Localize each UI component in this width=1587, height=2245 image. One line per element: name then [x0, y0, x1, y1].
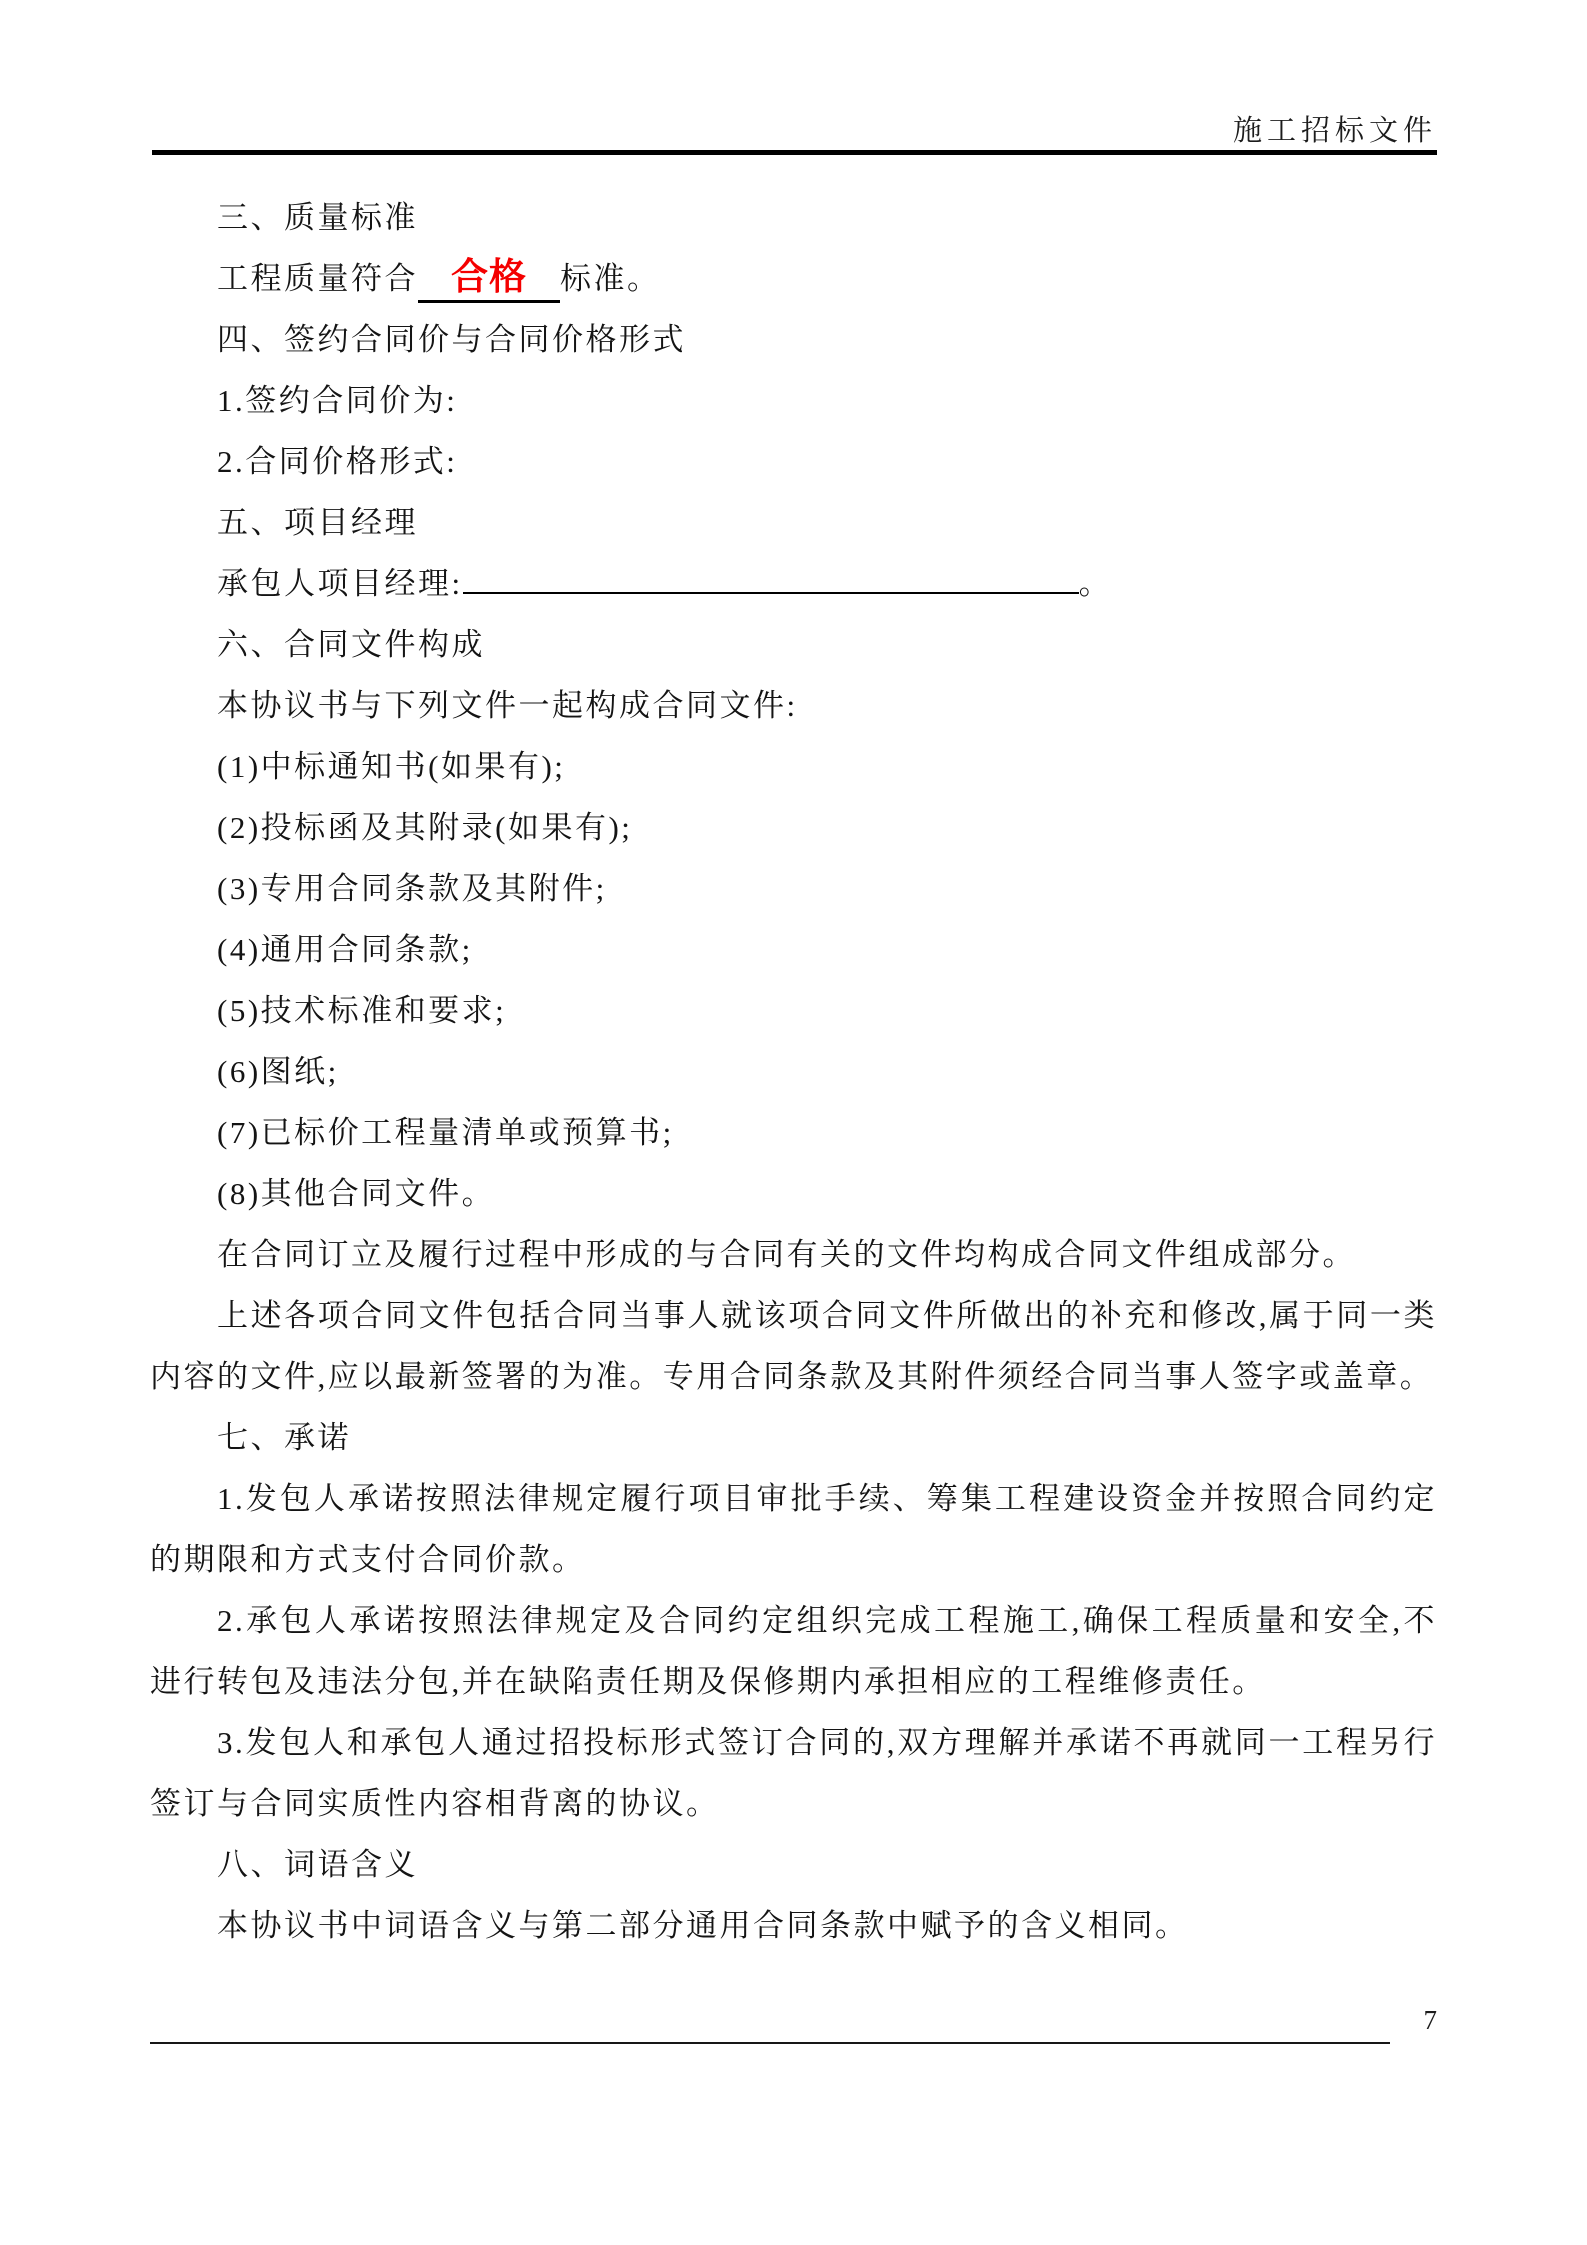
footer-rule: [150, 2042, 1390, 2044]
contract-doc-item-8: (8)其他合同文件。: [217, 1176, 496, 1211]
price-item-2: 2.合同价格形式:: [217, 444, 458, 479]
quality-line-prefix: 工程质量符合: [217, 261, 418, 296]
terms-meaning-line: 本协议书中词语含义与第二部分通用合同条款中赋予的含义相同。: [217, 1908, 1189, 1943]
document-body: [150, 187, 1437, 1956]
quality-standard-line: [150, 248, 1437, 309]
contract-docs-intro: 本协议书与下列文件一起构成合同文件:: [217, 688, 798, 723]
promise-item-3: 3.发包人和承包人通过招投标形式签订合同的,双方理解并承诺不再就同一工程另行签订与合同实质性内容相背离的协议。: [150, 1725, 1437, 1821]
section-heading-contract-docs: 六、合同文件构成: [217, 627, 485, 662]
section-heading-quality: 三、质量标准: [217, 200, 418, 235]
section-heading-manager: 五、项目经理: [217, 505, 418, 540]
quality-line-suffix: 标准。: [560, 261, 661, 296]
project-manager-period: 。: [1078, 566, 1113, 601]
promise-item-2: 2.承包人承诺按照法律规定及合同约定组织完成工程施工,确保工程质量和安全,不进行转包及违法分包,并在缺陷责任期及保修期内承担相应的工程维修责任。: [150, 1603, 1437, 1699]
contract-doc-item-6: (6)图纸;: [217, 1054, 339, 1089]
quality-standard-blank[interactable]: [418, 257, 560, 303]
contract-doc-item-5: (5)技术标准和要求;: [217, 993, 507, 1028]
contract-doc-item-2: (2)投标函及其附录(如果有);: [217, 810, 633, 845]
contract-doc-item-4: (4)通用合同条款;: [217, 932, 473, 967]
page-header-label: 施工招标文件: [1232, 115, 1437, 147]
project-manager-blank[interactable]: [463, 558, 1079, 594]
promise-item-1: 1.发包人承诺按照法律规定履行项目审批手续、筹集工程建设资金并按照合同约定的期限和方式支付合同价款。: [150, 1481, 1437, 1577]
section-heading-terms: 八、词语含义: [217, 1847, 418, 1882]
price-item-1: 1.签约合同价为:: [217, 383, 458, 418]
quality-standard-value: 合格: [451, 257, 527, 298]
section-heading-price: 四、签约合同价与合同价格形式: [217, 322, 686, 357]
project-manager-line: [150, 553, 1437, 614]
contract-doc-item-7: (7)已标价工程量清单或预算书;: [217, 1115, 674, 1150]
contract-docs-note-1: 在合同订立及履行过程中形成的与合同有关的文件均构成合同文件组成部分。: [217, 1237, 1356, 1272]
contract-docs-note-2: 上述各项合同文件包括合同当事人就该项合同文件所做出的补充和修改,属于同一类内容的文件,应以最新签署的为准。专用合同条款及其附件须经合同当事人签字或盖章。: [150, 1298, 1437, 1394]
section-heading-promise: 七、承诺: [217, 1420, 351, 1455]
header-rule: [152, 150, 1437, 155]
page-number: 7: [1423, 2005, 1437, 2035]
contract-doc-item-1: (1)中标通知书(如果有);: [217, 749, 566, 784]
contract-doc-item-3: (3)专用合同条款及其附件;: [217, 871, 607, 906]
project-manager-label: 承包人项目经理:: [217, 566, 463, 601]
